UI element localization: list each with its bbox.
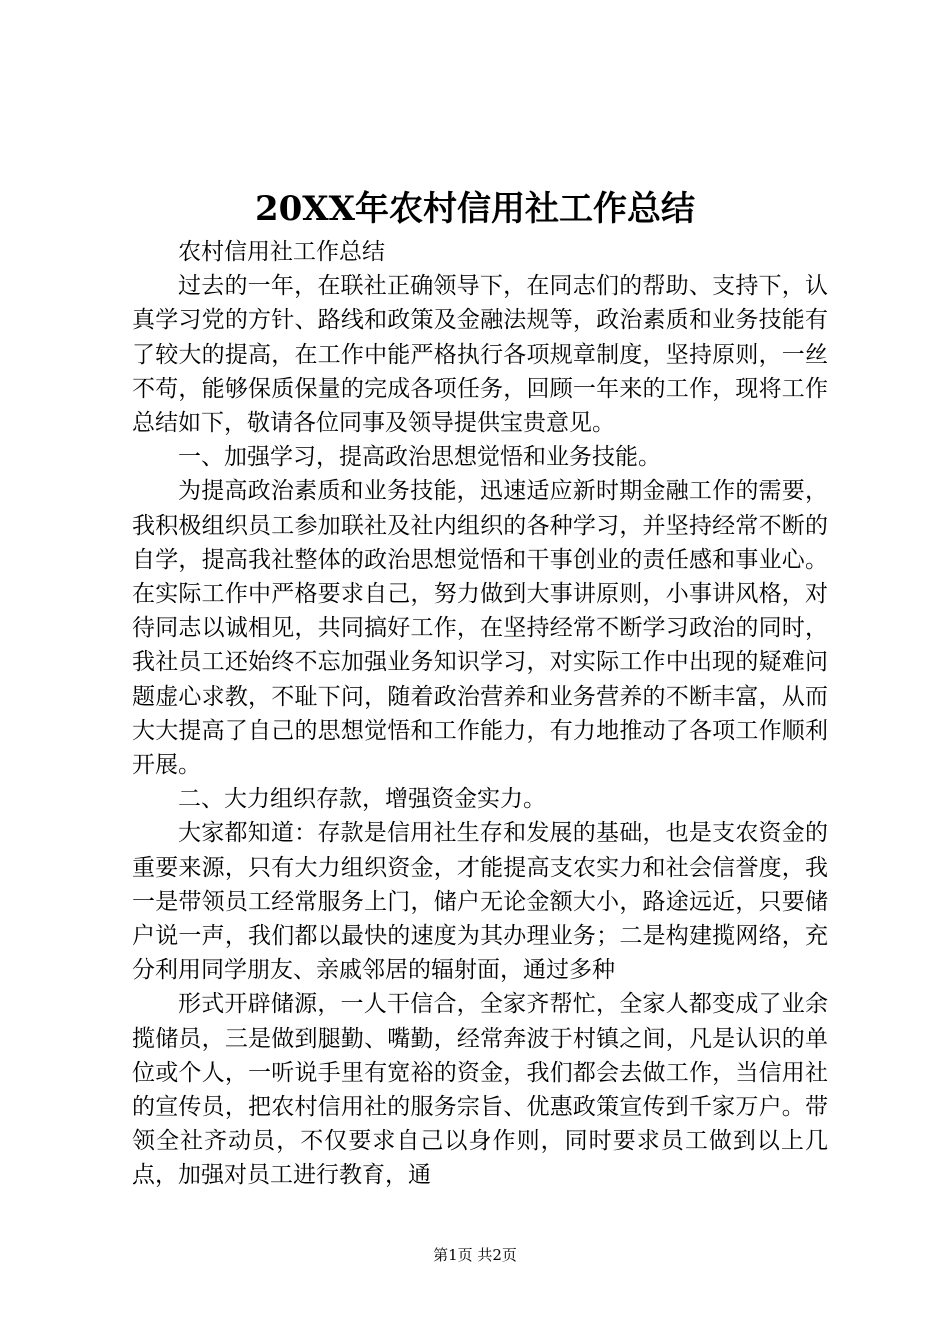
page-footer: 第1页 共2页 [433, 1246, 517, 1264]
document-title: 20XX年农村信用社工作总结 [254, 189, 696, 229]
paragraph: 大家都知道：存款是信用社生存和发展的基础，也是支农资金的重要来源，只有大力组织资金，才能提高支农实力和社会信誉度，我一是带领员工经常服务上门，储户无论金额大小，路途远近，只要储户说一声，我们都以最快的速度为其办理业务；二是构建揽网络，充分利用同学朋友、亲戚邻居的辐射面，通过多种 [132, 820, 828, 984]
paragraph: 为提高政治素质和业务技能，迅速适应新时期金融工作的需要，我积极组织员工参加联社及社内组织的各种学习，并坚持经常不断的自学，提高我社整体的政治思想觉悟和干事创业的责任感和事业心。在实际工作中严格要求自己，努力做到大事讲原则，小事讲风格，对待同志以诚相见，共同搞好工作，在坚持经常不断学习政治的同时，我社员工还始终不忘加强业务知识学习，对实际工作中出现的疑难问题虚心求教，不耻下问，随着政治营养和业务营养的不断丰富，从而大大提高了自己的思想觉悟和工作能力，有力地推动了各项工作顺利开展。 [132, 478, 828, 779]
section-heading: 二、大力组织存款，增强资金实力。 [178, 786, 546, 813]
section-heading: 一、加强学习，提高政治思想觉悟和业务技能。 [178, 444, 661, 471]
document-body [132, 235, 828, 1193]
paragraph: 形式开辟储源，一人干信合，全家齐帮忙，全家人都变成了业余揽储员，三是做到腿勤、嘴勤，经常奔波于村镇之间，凡是认识的单位或个人，一听说手里有宽裕的资金，我们都会去做工作，当信用社的宣传员，把农村信用社的服务宗旨、优惠政策宣传到千家万户。带领全社齐动员，不仅要求自己以身作则，同时要求员工做到以上几点，加强对员工进行教育，通 [132, 991, 828, 1189]
paragraph: 过去的一年，在联社正确领导下，在同志们的帮助、支持下，认真学习党的方针、路线和政策及金融法规等，政治素质和业务技能有了较大的提高，在工作中能严格执行各项规章制度，坚持原则，一丝不苟，能够保质保量的完成各项任务，回顾一年来的工作，现将工作总结如下，敬请各位同事及领导提供宝贵意见。 [132, 273, 828, 437]
paragraph: 农村信用社工作总结 [178, 239, 385, 265]
